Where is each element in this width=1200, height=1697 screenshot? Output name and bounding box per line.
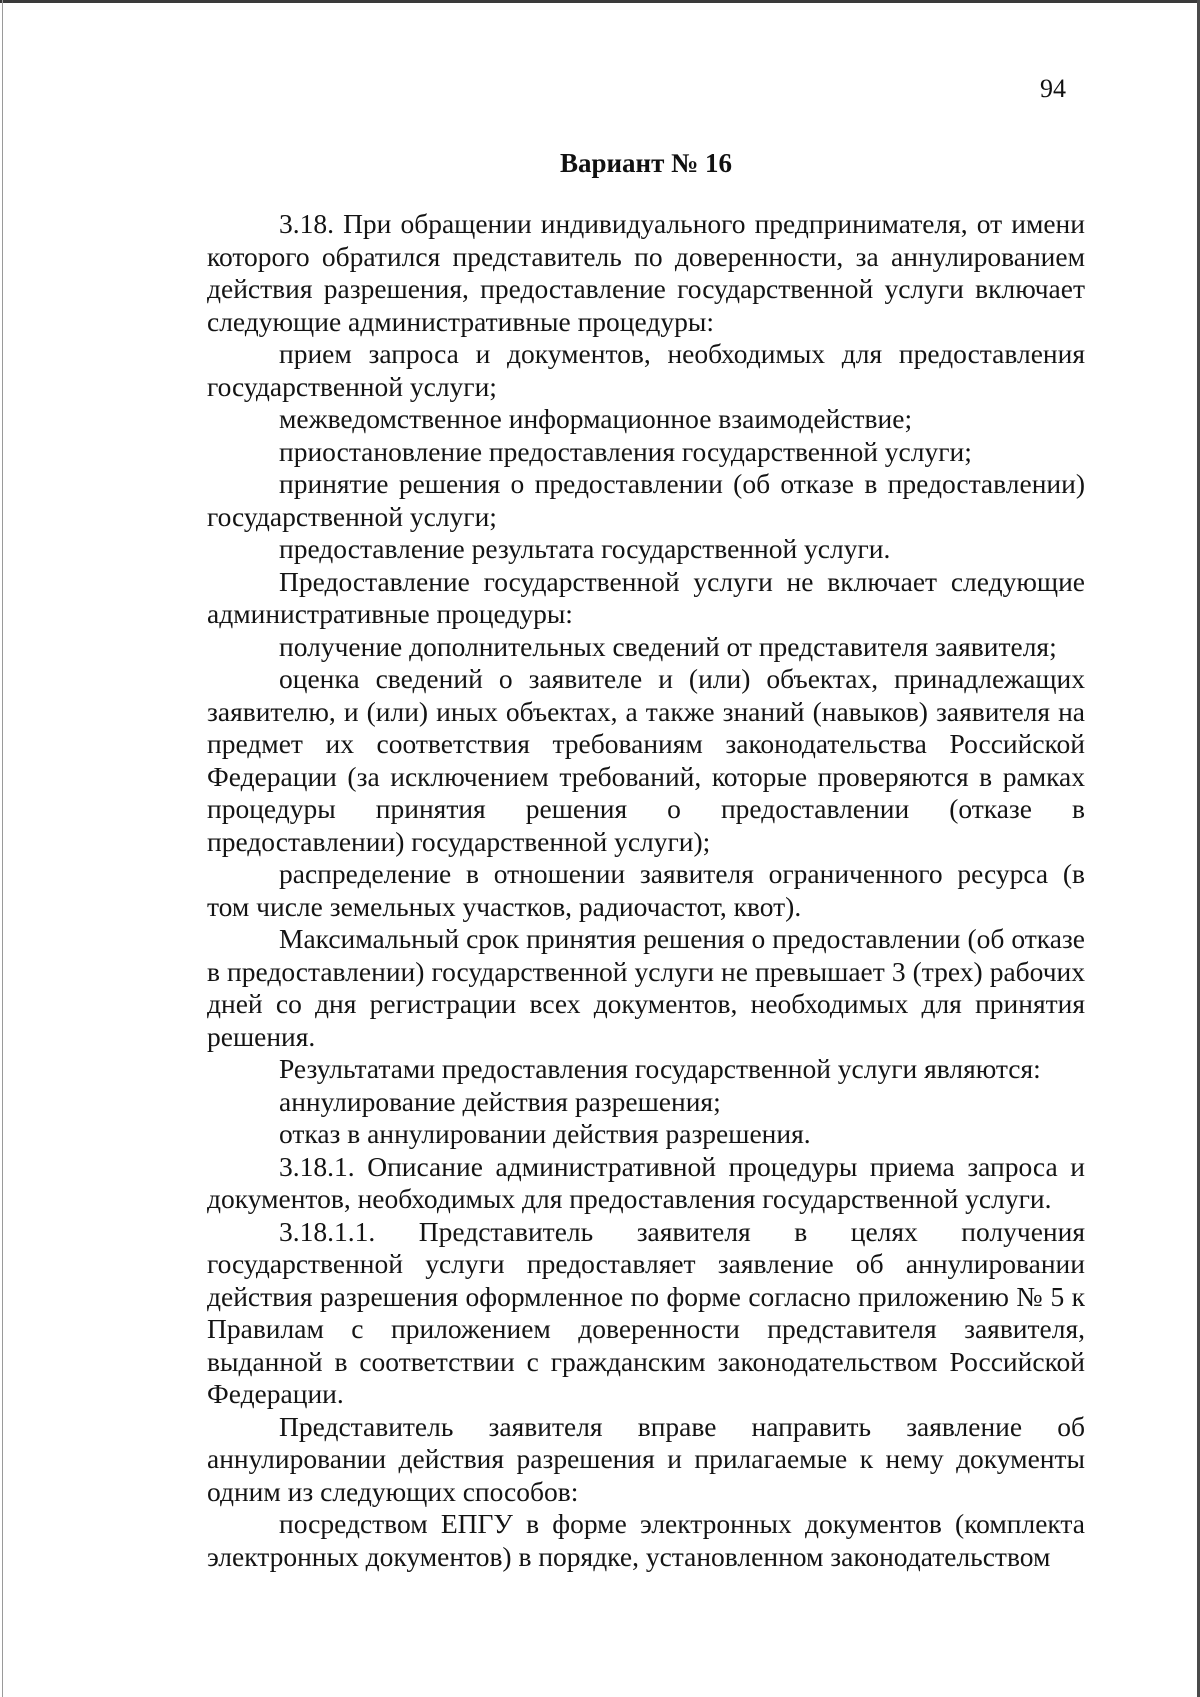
list-item: посредством ЕПГУ в форме электронных документов (комплекта электронных документов) в порядке, установленном законодательством — [207, 1508, 1085, 1572]
list-item: оценка сведений о заявителе и (или) объектах, принадлежащих заявителю, и (или) иных объектах, а также знаний (навыков) заявителя на предмет их соответствия требованиям законодательства Российской Федерации (за исключением требований, которые проверяются в рамках процедуры принятия решения о предоставлении (отказе в предоставлении) государственной услуги); — [207, 663, 1085, 857]
page-number: 94 — [1040, 74, 1066, 103]
scan-border-left — [2, 0, 3, 1697]
scan-border-top — [0, 0, 1200, 3]
paragraph: Предоставление государственной услуги не включает следующие административные процедуры: — [207, 565, 1085, 629]
paragraph: Результатами предоставления государственной услуги являются: — [279, 1053, 1041, 1084]
document-body — [207, 208, 1085, 1573]
list-item: получение дополнительных сведений от представителя заявителя; — [279, 630, 1057, 662]
list-item: приостановление предоставления государственной услуги; — [279, 435, 972, 467]
page-title: Вариант № 16 — [559, 148, 733, 178]
paragraph: Представитель заявителя вправе направить заявление об аннулировании действия разрешения и прилагаемые к нему документы одним из следующих способов: — [207, 1410, 1085, 1507]
list-item: распределение в отношении заявителя ограниченного ресурса (в том числе земельных участков, радиочастот, квот). — [207, 858, 1085, 922]
paragraph: Максимальный срок принятия решения о предоставлении (об отказе в предоставлении) государственной услуги не превышает 3 (трех) рабочих дней со дня регистрации всех документов, необходимых для принятия решения. — [207, 923, 1085, 1052]
paragraph-3-18-1: 3.18.1. Описание административной процедуры приема запроса и документов, необходимых для предоставления государственной услуги. — [207, 1150, 1085, 1214]
list-item: отказ в аннулировании действия разрешения. — [279, 1118, 811, 1149]
paragraph-3-18: 3.18. При обращении индивидуального предпринимателя, от имени которого обратился представитель по доверенности, за аннулированием действия разрешения, предоставление государственной услуги включает следующие административные процедуры: — [207, 208, 1085, 337]
list-item: аннулирование действия разрешения; — [279, 1085, 721, 1117]
list-item: межведомственное информационное взаимодействие; — [279, 403, 913, 434]
list-item: прием запроса и документов, необходимых для предоставления государственной услуги; — [207, 338, 1085, 402]
paragraph-3-18-1-1: 3.18.1.1. Представитель заявителя в целях получения государственной услуги предоставляет заявление об аннулировании действия разрешения оформленное по форме согласно приложению № 5 к Правилам с приложением доверенности представителя заявителя, выданной в соответствии с гражданским законодательством Российской Федерации. — [207, 1215, 1085, 1409]
list-item: предоставление результата государственной услуги. — [279, 533, 891, 564]
list-item: принятие решения о предоставлении (об отказе в предоставлении) государственной услуги; — [207, 468, 1085, 532]
